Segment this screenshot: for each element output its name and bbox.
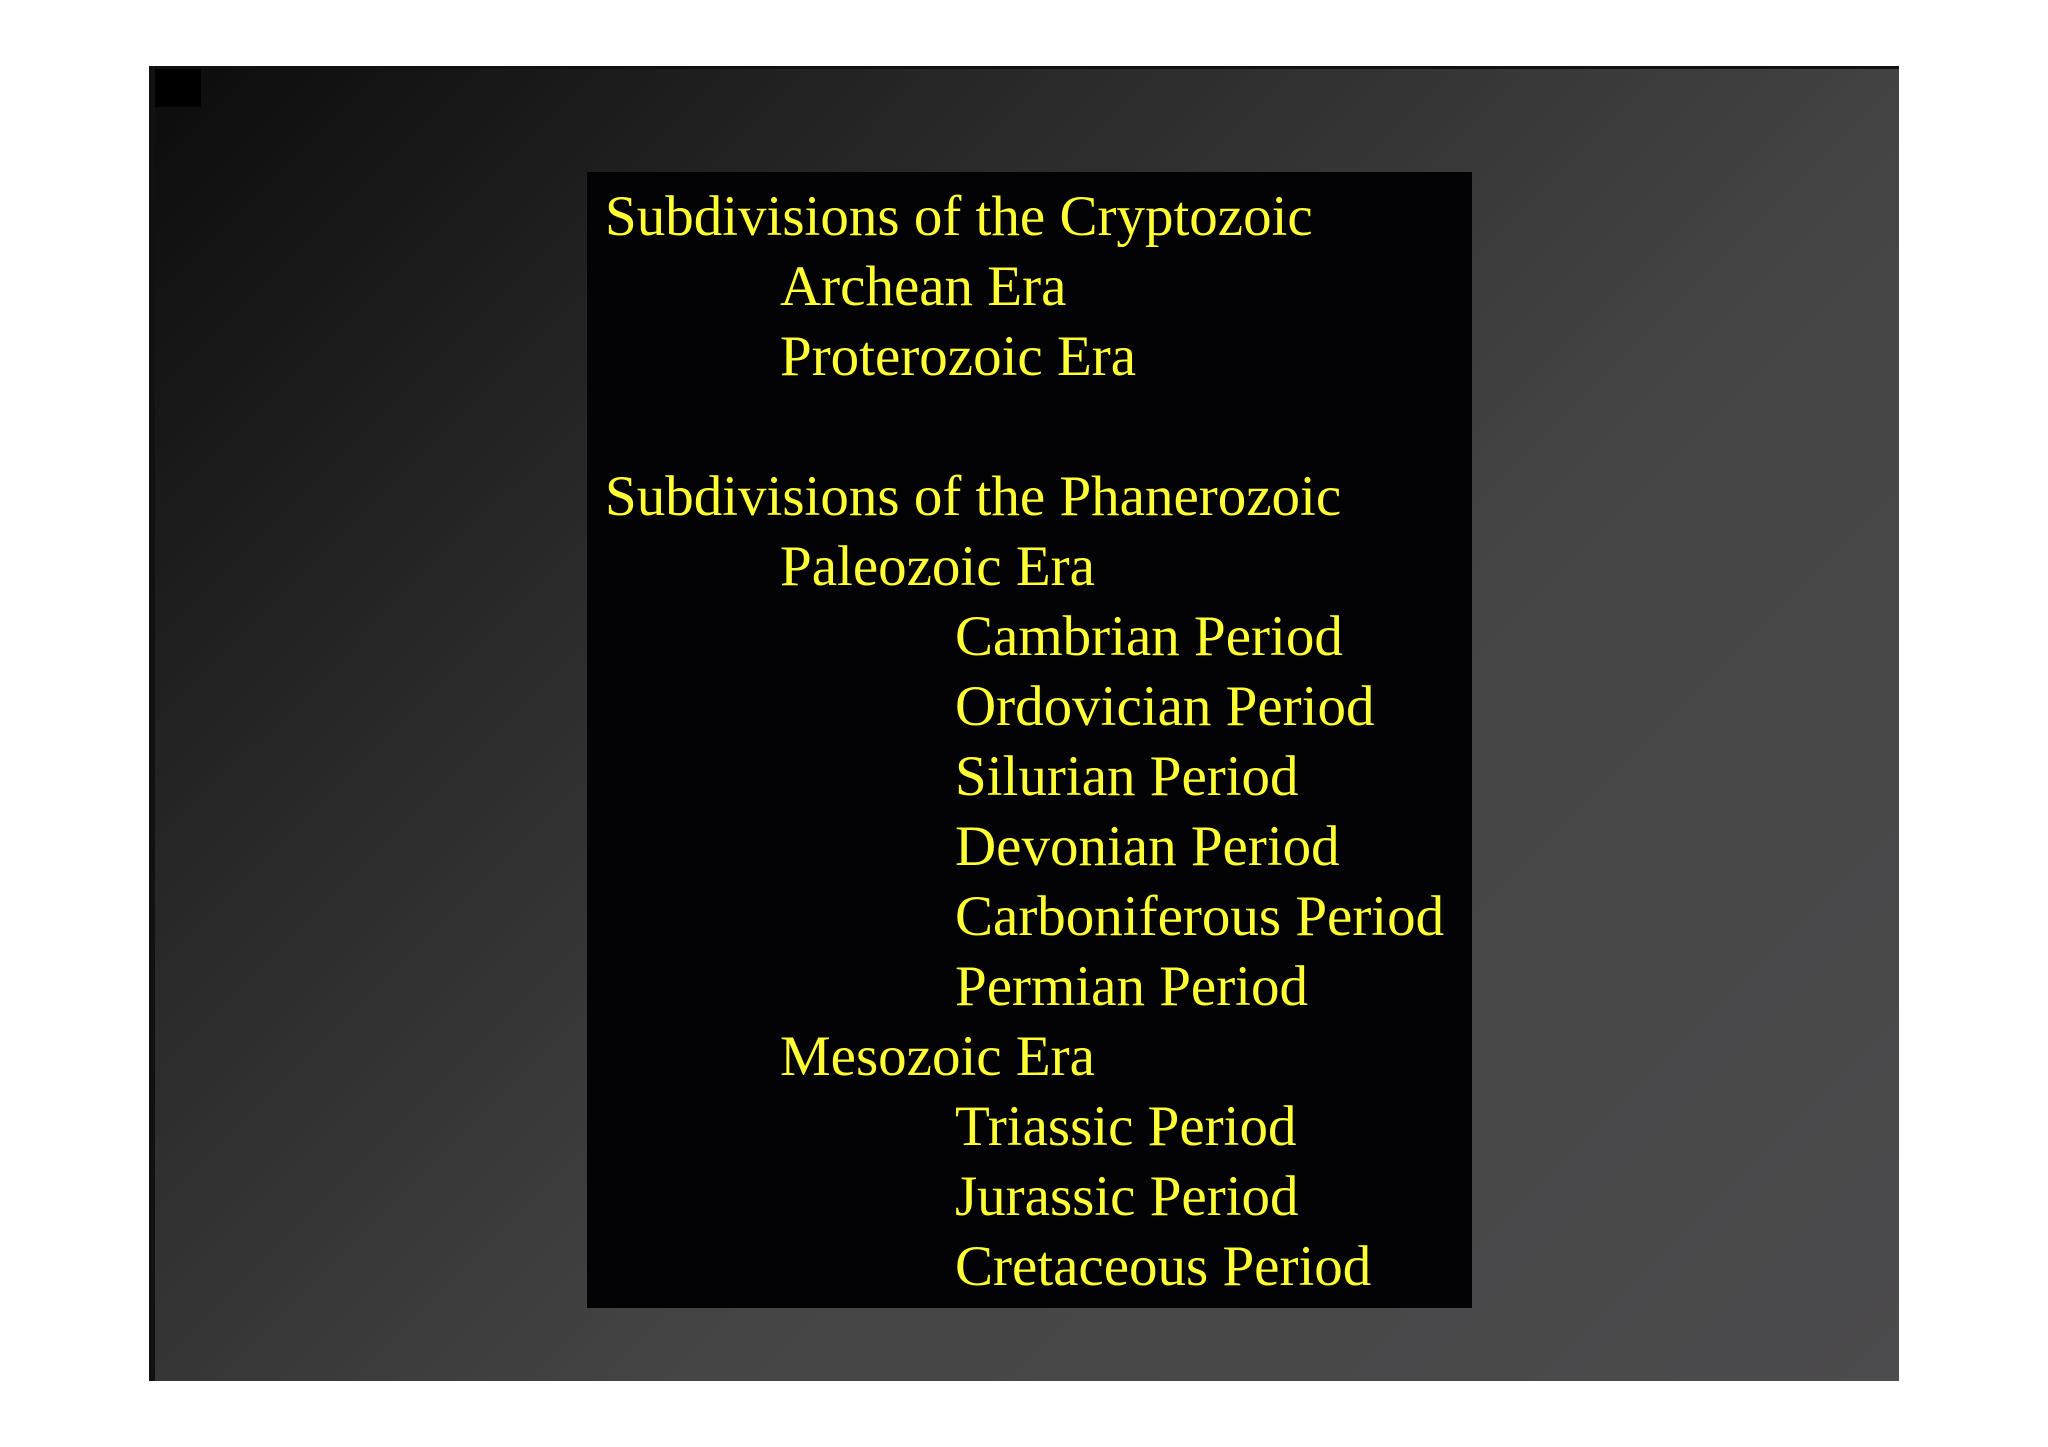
corner-mark — [155, 69, 201, 107]
era-paleozoic: Paleozoic Era — [780, 535, 1095, 598]
section-heading-cryptozoic: Subdivisions of the Cryptozoic — [605, 185, 1313, 248]
era-proterozoic: Proterozoic Era — [780, 325, 1137, 388]
period-cambrian: Cambrian Period — [955, 605, 1343, 668]
era-archean: Archean Era — [780, 255, 1067, 318]
period-triassic: Triassic Period — [955, 1095, 1297, 1158]
era-mesozoic: Mesozoic Era — [780, 1025, 1095, 1088]
period-jurassic: Jurassic Period — [955, 1165, 1299, 1228]
period-permian: Permian Period — [955, 955, 1309, 1018]
section-heading-phanerozoic: Subdivisions of the Phanerozoic — [605, 465, 1342, 528]
period-silurian: Silurian Period — [955, 745, 1299, 808]
period-cretaceous: Cretaceous Period — [955, 1235, 1372, 1298]
period-carboniferous: Carboniferous Period — [955, 885, 1445, 948]
period-ordovician: Ordovician Period — [955, 675, 1375, 738]
period-devonian: Devonian Period — [955, 815, 1340, 878]
